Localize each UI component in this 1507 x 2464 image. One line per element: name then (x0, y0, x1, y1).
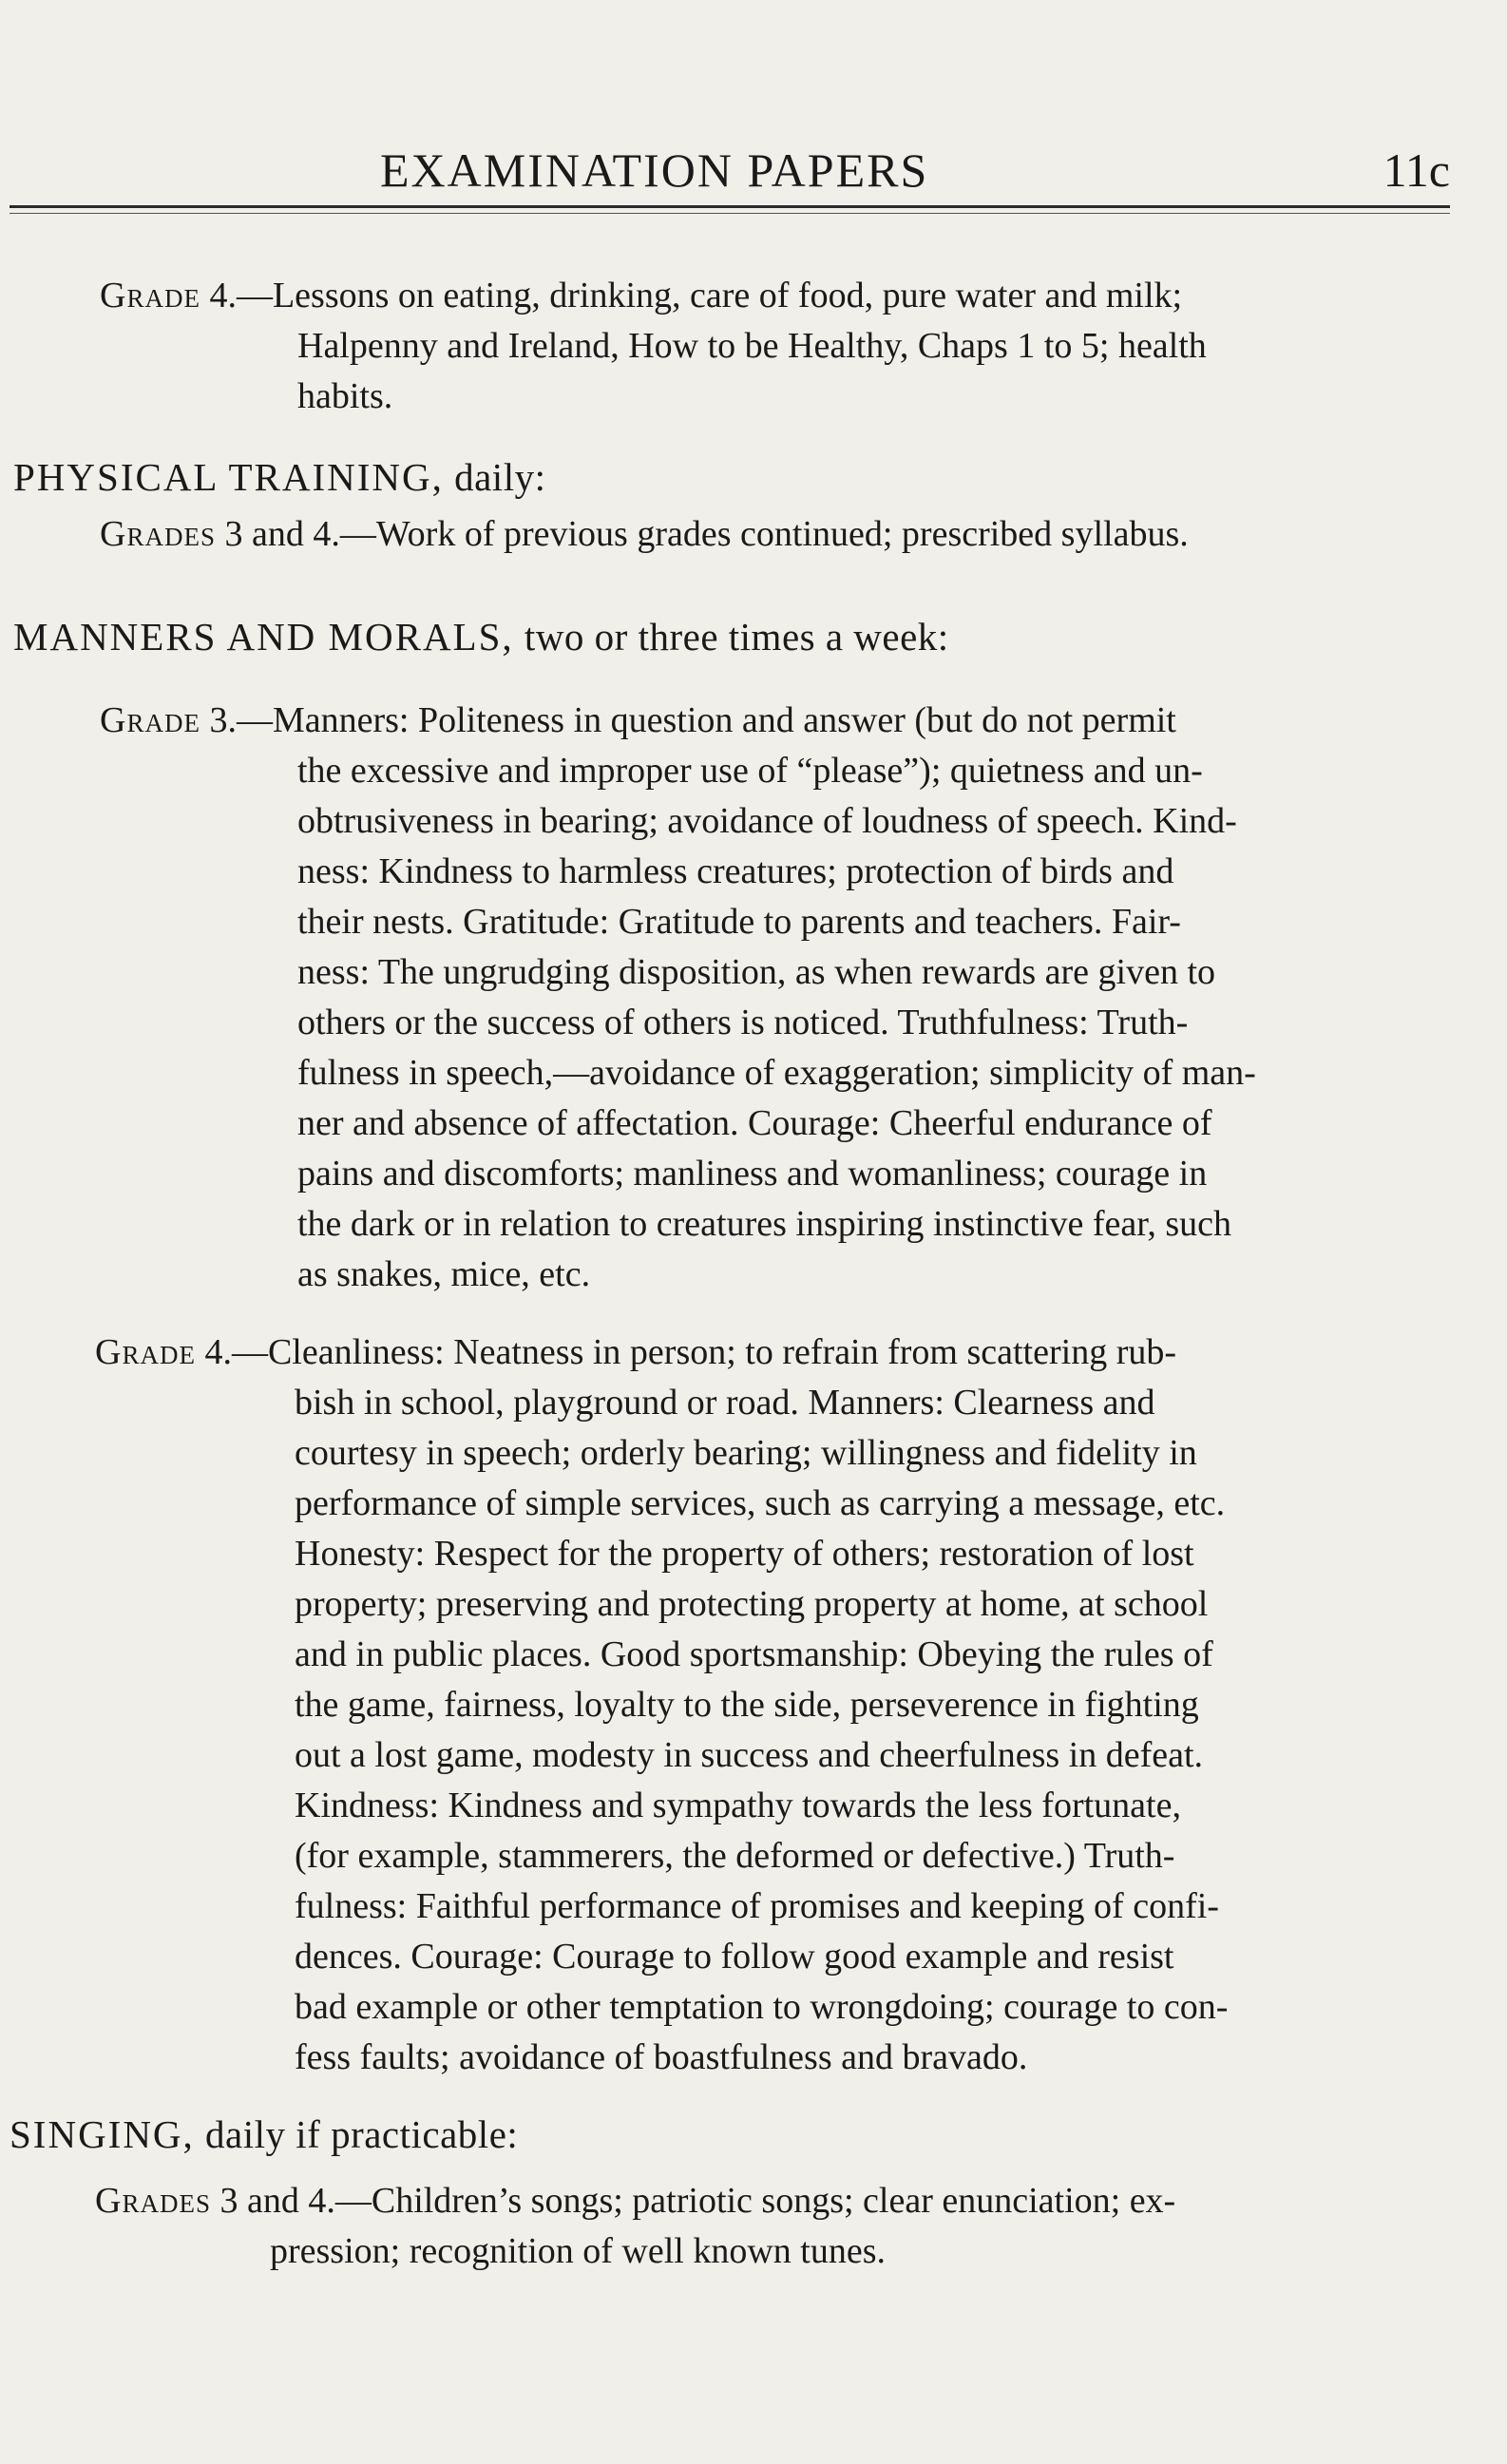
entry-text: —Lessons on eating, drinking, care of food, pure water and milk; (236, 276, 1183, 315)
entry-line (95, 2176, 1444, 2226)
entry-line: the game, fairness, loyalty to the side, perseverence in fighting (295, 1685, 1199, 1725)
section-title: SINGING, (10, 2112, 195, 2156)
grade-number: 4. (204, 1332, 232, 1372)
section-title: PHYSICAL TRAINING, (13, 455, 444, 499)
section-title: MANNERS AND MORALS, (13, 615, 514, 659)
entry-line: others or the success of others is noticed. Truthfulness: Truth- (297, 1003, 1189, 1042)
entry-line: Kindness: Kindness and sympathy towards the less fortunate, (295, 1786, 1181, 1825)
grade-number: 3 and 4. (219, 2181, 335, 2221)
entry-line: fess faults; avoidance of boastfulness and bravado. (295, 2037, 1028, 2077)
entry-line (95, 1328, 1444, 1378)
entry-line: Halpenny and Ireland, How to be Healthy, Chaps 1 to 5; health (297, 326, 1207, 366)
header-rule-thin (10, 213, 1450, 214)
entry-line: performance of simple services, such as carrying a message, etc. (295, 1483, 1226, 1523)
section-heading-singing (10, 2111, 518, 2157)
entry-line: dences. Courage: Courage to follow good example and resist (295, 1937, 1174, 1977)
entry-line: fulness in speech,—avoidance of exaggeration; simplicity of man- (297, 1053, 1256, 1093)
entry-line (100, 509, 1449, 560)
entry-line: pression; recognition of well known tunes. (270, 2231, 887, 2271)
physical-training-grades34-entry (100, 509, 1449, 560)
section-subtitle: two or three times a week: (524, 615, 949, 659)
health-grade4-entry (100, 271, 1449, 422)
entry-text: —Manners: Politeness in question and answer (but do not permit (236, 700, 1176, 740)
manners-grade4-entry (95, 1328, 1444, 2083)
section-subtitle: daily if practicable: (205, 2112, 519, 2156)
entry-line: the dark or in relation to creatures inspiring instinctive fear, such (297, 1204, 1231, 1244)
entry-line: out a lost game, modesty in success and cheerfulness in defeat. (295, 1735, 1204, 1775)
entry-line: habits. (297, 376, 393, 416)
page-title: EXAMINATION PAPERS (380, 143, 929, 197)
entry-line: fulness: Faithful performance of promises and keeping of confi- (295, 1886, 1219, 1926)
entry-line: (for example, stammerers, the deformed or defective.) Truth- (295, 1836, 1175, 1876)
entry-line: ness: The ungrudging disposition, as when rewards are given to (297, 952, 1216, 992)
section-heading-manners-morals (13, 614, 949, 659)
entry-line (100, 696, 1449, 746)
header-rule (10, 205, 1450, 208)
entry-line: obtrusiveness in bearing; avoidance of loudness of speech. Kind- (297, 801, 1237, 841)
entry-line: bad example or other temptation to wrongdoing; courage to con- (295, 1987, 1229, 2027)
entry-line: courtesy in speech; orderly bearing; willingness and fidelity in (295, 1433, 1197, 1473)
section-heading-physical-training (13, 454, 545, 500)
entry-line: bish in school, playground or road. Manners: Clearness and (295, 1383, 1155, 1423)
entry-line: pains and discomforts; manliness and womanliness; courage in (297, 1154, 1208, 1194)
grade-label: Grades (95, 2181, 211, 2221)
running-head (0, 143, 1507, 200)
section-subtitle: daily: (454, 455, 546, 499)
manners-grade3-entry (100, 696, 1449, 1300)
entry-line: and in public places. Good sportsmanship: Obeying the rules of (295, 1634, 1213, 1674)
entry-line: as snakes, mice, etc. (297, 1254, 591, 1294)
entry-text: —Children’s songs; patriotic songs; clear enunciation; ex- (334, 2181, 1176, 2221)
entry-line: property; preserving and protecting property at home, at school (295, 1584, 1209, 1624)
entry-line: their nests. Gratitude: Gratitude to parents and teachers. Fair- (297, 902, 1181, 942)
grade-label: Grades (100, 514, 216, 554)
singing-grades34-entry (95, 2176, 1444, 2277)
entry-line: Honesty: Respect for the property of others; restoration of lost (295, 1534, 1194, 1574)
grade-label: Grade (100, 700, 200, 740)
grade-number: 4. (209, 276, 237, 315)
grade-number: 3. (209, 700, 237, 740)
entry-line: the excessive and improper use of “please”); quietness and un- (297, 751, 1203, 791)
entry-line (100, 271, 1449, 321)
grade-label: Grade (95, 1332, 196, 1372)
entry-text: —Work of previous grades continued; prescribed syllabus. (339, 514, 1189, 554)
grade-number: 3 and 4. (224, 514, 340, 554)
entry-text: —Cleanliness: Neatness in person; to refrain from scattering rub- (231, 1332, 1177, 1372)
entry-line: ner and absence of affectation. Courage: Cheerful endurance of (297, 1103, 1212, 1143)
page-number: 11c (1383, 143, 1450, 197)
entry-line: ness: Kindness to harmless creatures; protection of birds and (297, 851, 1174, 891)
grade-label: Grade (100, 276, 200, 315)
